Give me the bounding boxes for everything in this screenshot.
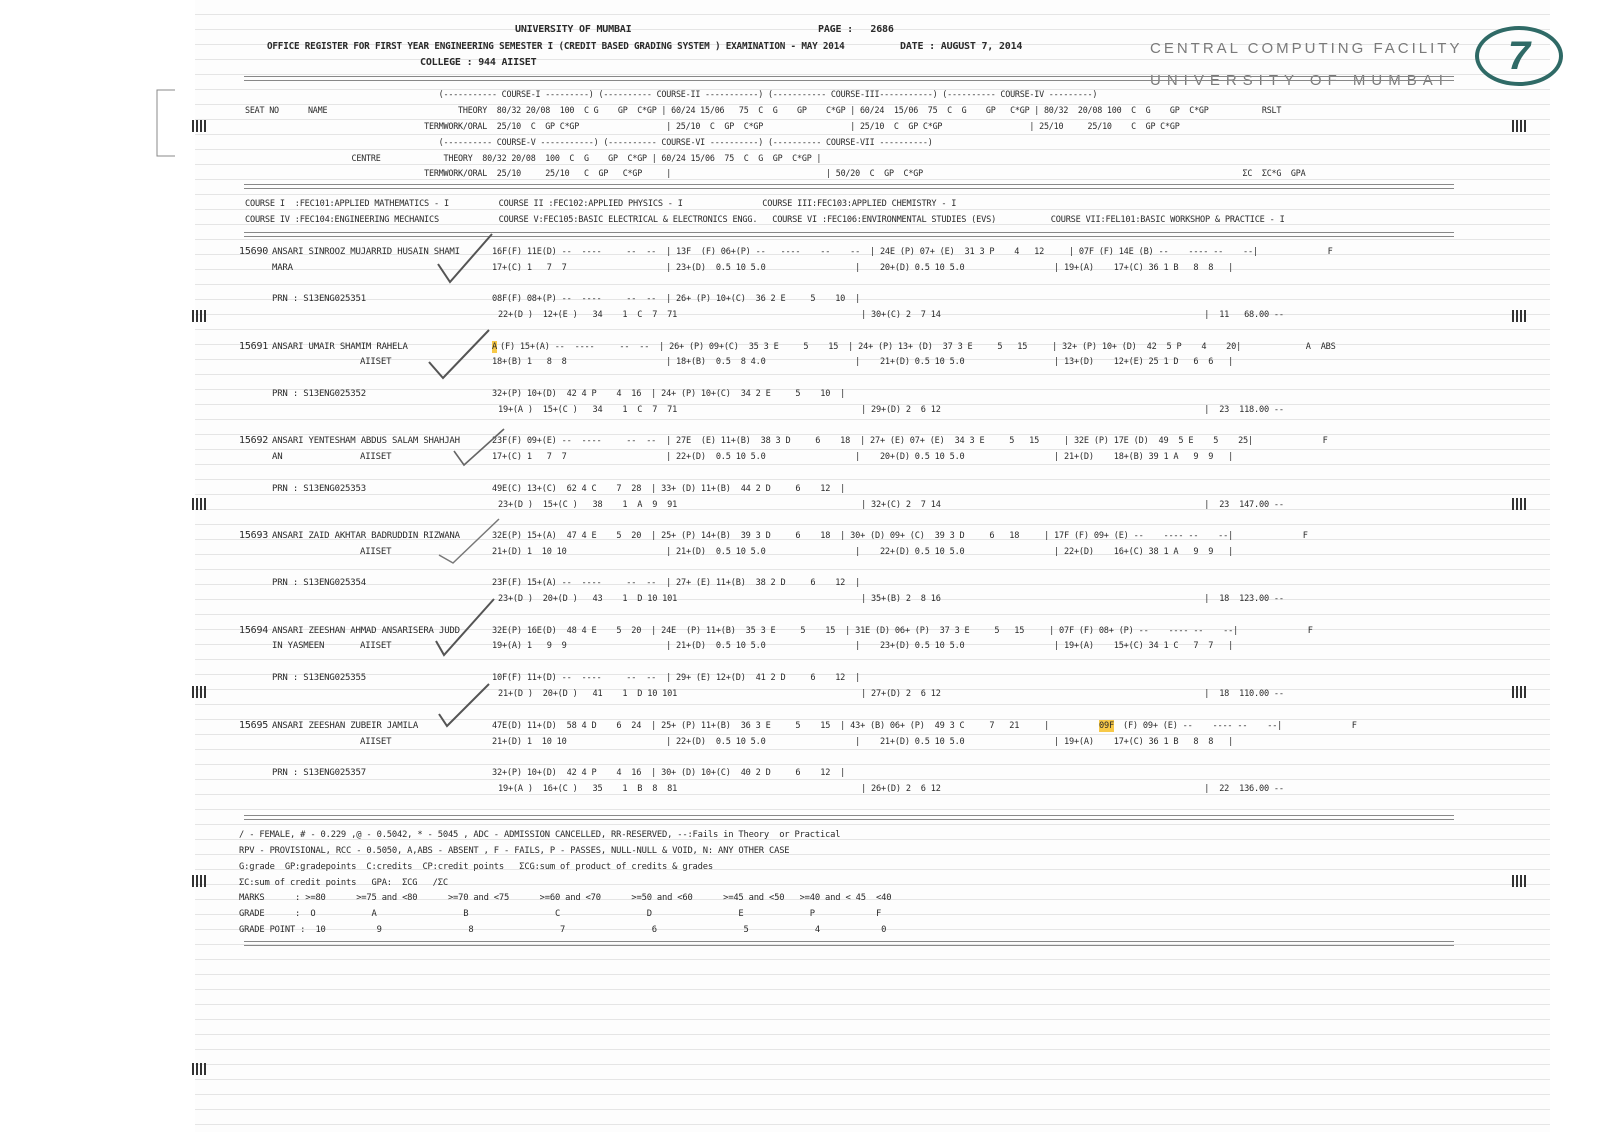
legend-line-4: ΣC:sum of credit points GPA: ΣCG /ΣC <box>239 878 448 888</box>
binder-mark-icon <box>1512 120 1526 132</box>
stamp-number: 7 <box>1507 33 1531 78</box>
student-centre: AIISET <box>360 357 392 367</box>
seat-number: 15692 <box>239 435 269 446</box>
result-line-3: 32+(P) 10+(D) 42 4 P 4 16 | 30+ (D) 10+(C) 40 2 D 6 12 | <box>492 768 846 778</box>
result-line-2: 17+(C) 1 7 7 | 23+(D) 0.5 10 5.0 | 20+(D) 0.5 10 5.0 | 19+(A) 17+(C) 36 1 B 8 8 | <box>492 263 1234 273</box>
result-line-4: 23+(D ) 20+(D ) 43 1 D 10 101 | 35+(B) 2 8 16 | 18 123.00 -- <box>498 594 1284 604</box>
result-line-4: 19+(A ) 15+(C ) 34 1 C 7 71 | 29+(D) 2 6 12 | 23 118.00 -- <box>498 405 1284 415</box>
binder-mark-icon <box>1512 498 1526 510</box>
footer-rule <box>244 941 1454 946</box>
col-header-1: (----------- COURSE-I ---------) (---------- COURSE-II -----------) (----------- COURSE-III-----------) (---------- COURSE-IV ---------) <box>245 89 1098 99</box>
stamp-line1: CENTRAL COMPUTING FACILITY <box>1150 40 1463 57</box>
highlighted-grade: A <box>492 342 497 352</box>
legend-line-2: RPV - PROVISIONAL, RCC - 0.5050, A,ABS - ABSENT , F - FAILS, P - PASSES, NULL-NULL & VOID, N: ANY OTHER CASE <box>239 846 790 856</box>
stamp-line2: UNIVERSITY OF MUMBAI <box>1150 72 1449 89</box>
result-line-2: 19+(A) 1 9 9 | 21+(D) 0.5 10 5.0 | 23+(D) 0.5 10 5.0 | 19+(A) 15+(C) 34 1 C 7 7 | <box>492 641 1234 651</box>
result-line-1: 47E(D) 11+(D) 58 4 D 6 24 | 25+ (P) 11+(B) 36 3 E 5 15 | 43+ (B) 06+ (P) 49 3 C 7 21 | <box>492 721 1055 731</box>
student-name: ANSARI SINROOZ MUJARRID HUSAIN SHAMI <box>272 247 460 257</box>
check-mark-icon <box>435 680 495 730</box>
seat-number: 15691 <box>239 341 269 352</box>
binder-mark-icon <box>1512 875 1526 887</box>
grade-letters-row: GRADE : O A B C D E P F <box>239 909 882 919</box>
student-prn: PRN : S13ENG025355 <box>272 673 366 683</box>
col-header-4: (---------- COURSE-V -----------) (---------- COURSE-VI ----------) (---------- COURSE-VII ----------) <box>245 137 933 147</box>
student-name-cont: MARA <box>272 263 293 273</box>
check-mark-icon <box>435 515 505 565</box>
highlighted-grade: 09F <box>1099 721 1114 731</box>
binder-mark-icon <box>192 875 206 887</box>
binder-mark-icon <box>192 1063 206 1075</box>
report-date: DATE : AUGUST 7, 2014 <box>900 41 1023 52</box>
check-mark-icon <box>450 425 510 470</box>
student-centre: AIISET <box>360 737 392 747</box>
college-name: COLLEGE : 944 AIISET <box>420 57 537 68</box>
binder-mark-icon <box>192 120 206 132</box>
result-line-4: 19+(A ) 16+(C ) 35 1 B 8 81 | 26+(D) 2 6 12 | 22 136.00 -- <box>498 784 1284 794</box>
result-line-2: 17+(C) 1 7 7 | 22+(D) 0.5 10 5.0 | 20+(D) 0.5 10 5.0 | 21+(D) 18+(B) 39 1 A 9 9 | <box>492 452 1234 462</box>
result-line-3: 10F(F) 11+(D) -- ---- -- -- | 29+ (E) 12+(D) 41 2 D 6 12 | <box>492 673 861 683</box>
result-line-4: 21+(D ) 20+(D ) 41 1 D 10 101 | 27+(D) 2 6 12 | 18 110.00 -- <box>498 689 1284 699</box>
result-line-4: 22+(D ) 12+(E ) 34 1 C 7 71 | 30+(C) 2 7 14 | 11 68.00 -- <box>498 310 1284 320</box>
result-line-2: 21+(D) 1 10 10 | 21+(D) 0.5 10 5.0 | 22+(D) 0.5 10 5.0 | 22+(D) 16+(C) 38 1 A 9 9 | <box>492 547 1234 557</box>
result-line-3: 32+(P) 10+(D) 42 4 P 4 16 | 24+ (P) 10+(C) 34 2 E 5 10 | <box>492 389 846 399</box>
seat-number: 15694 <box>239 625 269 636</box>
binder-mark-icon <box>192 498 206 510</box>
result-line-1: 32E(P) 16E(D) 48 4 E 5 20 | 24E (P) 11+(B) 35 3 E 5 15 | 31E (D) 06+ (P) 37 3 E 5 15 | 07F (F) 08+ (P) -- ---- -- --| F <box>492 626 1313 636</box>
records-rule <box>244 815 1454 820</box>
result-line-4: 23+(D ) 15+(C ) 38 1 A 9 91 | 32+(C) 2 7 14 | 23 147.00 -- <box>498 500 1284 510</box>
result-line-3: 08F(F) 08+(P) -- ---- -- -- | 26+ (P) 10+(C) 36 2 E 5 10 | <box>492 294 861 304</box>
student-centre: AIISET <box>360 452 392 462</box>
grade-marks-row: MARKS : >=80 >=75 and <80 >=70 and <75 >=60 and <70 >=50 and <60 >=45 and <50 >=40 and < 45 <40 <box>239 893 892 903</box>
student-prn: PRN : S13ENG025353 <box>272 484 366 494</box>
course-list-2: COURSE IV :FEC104:ENGINEERING MECHANICS COURSE V:FEC105:BASIC ELECTRICAL & ELECTRONICS ENGG. COURSE VI :FEC106:ENVIRONMENTAL STUDIES (EVS) COURSE VII:FEL101:BASIC WORKSHOP & PRACTICE - I <box>245 215 1285 225</box>
student-name: ANSARI ZEESHAN AHMAD ANSARISERA JUDD <box>272 626 460 636</box>
student-centre: AIISET <box>360 547 392 557</box>
student-name: ANSARI UMAIR SHAMIM RAHELA <box>272 342 408 352</box>
col-header-5: CENTRE THEORY 80/32 20/08 100 C G GP C*GP | 60/24 15/06 75 C G GP C*GP | <box>245 153 822 163</box>
legend-line-1: / - FEMALE, # - 0.229 ,@ - 0.5042, * - 5045 , ADC - ADMISSION CANCELLED, RR-RESERVED, --:Fails in Theory or Practical <box>239 830 841 840</box>
binder-mark-icon <box>1512 310 1526 322</box>
student-name-cont: IN YASMEEN <box>272 641 325 651</box>
result-line-1b: (F) 09+ (E) -- ---- -- --| F <box>1118 721 1357 731</box>
result-line-3: 23F(F) 15+(A) -- ---- -- -- | 27+ (E) 11+(B) 38 2 D 6 12 | <box>492 578 861 588</box>
col-header-2: SEAT NO NAME THEORY 80/32 20/08 100 C G GP C*GP | 60/24 15/06 75 C G GP C*GP | 60/24 15/06 75 C G GP C*GP | 80/32 20/08 100 C G GP C*GP RSLT <box>245 105 1282 115</box>
student-prn: PRN : S13ENG025357 <box>272 768 366 778</box>
result-line-1: (F) 15+(A) -- ---- -- -- | 26+ (P) 09+(C) 35 3 E 5 15 | 24+ (P) 13+ (D) 37 3 E 5 15 | 32+ (P) 10+ (D) 42 5 P 4 20| A ABS <box>500 342 1336 352</box>
grade-points-row: GRADE POINT : 10 9 8 7 6 5 4 0 <box>239 925 887 935</box>
page-number: PAGE : 2686 <box>818 24 894 35</box>
header-rule <box>244 76 1454 81</box>
margin-bracket-icon <box>155 88 179 160</box>
student-name-cont: AN <box>272 452 283 462</box>
binder-mark-icon <box>192 686 206 698</box>
result-line-1: 16F(F) 11E(D) -- ---- -- -- | 13F (F) 06+(P) -- ---- -- -- | 24E (P) 07+ (E) 31 3 P 4 12 | 07F (F) 14E (B) -- ---- -- --| F <box>492 247 1333 257</box>
student-prn: PRN : S13ENG025351 <box>272 294 366 304</box>
university-title: UNIVERSITY OF MUMBAI <box>515 24 632 35</box>
student-prn: PRN : S13ENG025352 <box>272 389 366 399</box>
result-line-1: 32E(P) 15+(A) 47 4 E 5 20 | 25+ (P) 14+(B) 39 3 D 6 18 | 30+ (D) 09+ (C) 39 3 D 6 18 | 17F (F) 09+ (E) -- ---- -- --| F <box>492 531 1308 541</box>
result-line-3: 49E(C) 13+(C) 62 4 C 7 28 | 33+ (D) 11+(B) 44 2 D 6 12 | <box>492 484 846 494</box>
result-line-2: 18+(B) 1 8 8 | 18+(B) 0.5 8 4.0 | 21+(D) 0.5 10 5.0 | 13+(D) 12+(E) 25 1 D 6 6 | <box>492 357 1234 367</box>
col-header-3: TERMWORK/ORAL 25/10 C GP C*GP | 25/10 C GP C*GP | 25/10 C GP C*GP | 25/10 25/10 C GP C*GP <box>245 121 1180 131</box>
student-name: ANSARI ZEESHAN ZUBEIR JAMILA <box>272 721 419 731</box>
stamp-circle <box>1475 26 1563 86</box>
binder-mark-icon <box>192 310 206 322</box>
seat-number: 15695 <box>239 720 269 731</box>
check-mark-icon <box>430 595 500 660</box>
student-centre: AIISET <box>360 641 392 651</box>
student-name: ANSARI ZAID AKHTAR BADRUDDIN RIZWANA <box>272 531 460 541</box>
register-title: OFFICE REGISTER FOR FIRST YEAR ENGINEERING SEMESTER I (CREDIT BASED GRADING SYSTEM ) EXAMINATION - MAY 2014 <box>267 41 845 52</box>
courses-rule <box>244 232 1454 237</box>
student-name: ANSARI YENTESHAM ABDUS SALAM SHAHJAH <box>272 436 460 446</box>
col-header-6: TERMWORK/ORAL 25/10 25/10 C GP C*GP | | 50/20 C GP C*GP ΣC ΣC*G GPA <box>245 168 1306 178</box>
check-mark-icon <box>430 230 500 290</box>
columns-rule <box>244 184 1454 189</box>
check-mark-icon <box>425 328 495 383</box>
result-line-2: 21+(D) 1 10 10 | 22+(D) 0.5 10 5.0 | 21+(D) 0.5 10 5.0 | 19+(A) 17+(C) 36 1 B 8 8 | <box>492 737 1234 747</box>
student-prn: PRN : S13ENG025354 <box>272 578 366 588</box>
binder-mark-icon <box>1512 686 1526 698</box>
result-line-1: 23F(F) 09+(E) -- ---- -- -- | 27E (E) 11+(B) 38 3 D 6 18 | 27+ (E) 07+ (E) 34 3 E 5 15 | 32E (P) 17E (D) 49 5 E 5 25| F <box>492 436 1328 446</box>
seat-number: 15693 <box>239 530 269 541</box>
legend-line-3: G:grade GP:gradepoints C:credits CP:credit points ΣCG:sum of product of credits & grades <box>239 862 713 872</box>
seat-number: 15690 <box>239 246 269 257</box>
course-list-1: COURSE I :FEC101:APPLIED MATHEMATICS - I COURSE II :FEC102:APPLIED PHYSICS - I COURSE III:FEC103:APPLIED CHEMISTRY - I <box>245 199 957 209</box>
